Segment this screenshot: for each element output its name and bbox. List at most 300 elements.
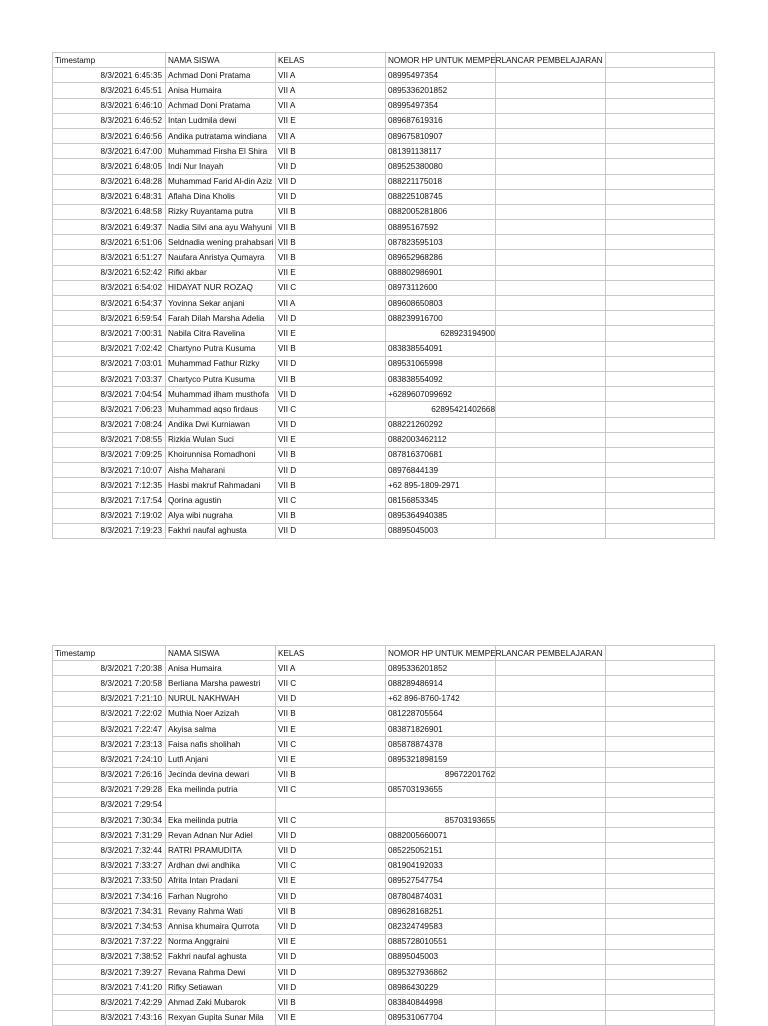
nomor-hp-cell[interactable]: 08156853345 bbox=[386, 493, 496, 508]
empty-cell[interactable] bbox=[496, 296, 606, 311]
empty-cell[interactable] bbox=[496, 250, 606, 265]
empty-cell[interactable] bbox=[606, 478, 715, 493]
empty-cell[interactable] bbox=[496, 721, 606, 736]
empty-cell[interactable] bbox=[496, 463, 606, 478]
kelas-cell[interactable]: VII D bbox=[276, 691, 386, 706]
kelas-cell[interactable]: VII D bbox=[276, 387, 386, 402]
kelas-cell[interactable]: VII E bbox=[276, 752, 386, 767]
nomor-hp-cell[interactable]: 62895421402668 bbox=[386, 402, 496, 417]
nama-siswa-cell[interactable]: Berliana Marsha pawestri bbox=[166, 676, 276, 691]
kelas-cell[interactable]: VII D bbox=[276, 311, 386, 326]
nomor-hp-cell[interactable]: 081391138117 bbox=[386, 144, 496, 159]
timestamp-cell[interactable]: 8/3/2021 7:31:29 bbox=[53, 828, 166, 843]
kelas-cell[interactable]: VII E bbox=[276, 432, 386, 447]
kelas-cell[interactable]: VII B bbox=[276, 204, 386, 219]
nama-siswa-cell[interactable]: Achmad Doni Pratama bbox=[166, 68, 276, 83]
empty-cell[interactable] bbox=[496, 326, 606, 341]
empty-cell[interactable] bbox=[606, 904, 715, 919]
empty-cell[interactable] bbox=[496, 98, 606, 113]
nomor-hp-cell[interactable]: 0895327936862 bbox=[386, 964, 496, 979]
nama-siswa-cell[interactable]: Muhammad ilham musthofa bbox=[166, 387, 276, 402]
nomor-hp-cell[interactable]: +62 895-1809-2971 bbox=[386, 478, 496, 493]
empty-cell[interactable] bbox=[496, 128, 606, 143]
nomor-hp-cell[interactable]: 08995497354 bbox=[386, 98, 496, 113]
empty-cell[interactable] bbox=[606, 311, 715, 326]
empty-cell[interactable] bbox=[606, 858, 715, 873]
empty-cell[interactable] bbox=[496, 737, 606, 752]
nama-siswa-cell[interactable]: Jecinda devina dewari bbox=[166, 767, 276, 782]
nama-siswa-cell[interactable]: Indi Nur Inayah bbox=[166, 159, 276, 174]
empty-cell[interactable] bbox=[606, 934, 715, 949]
empty-cell[interactable] bbox=[606, 98, 715, 113]
empty-cell[interactable] bbox=[606, 128, 715, 143]
kelas-cell[interactable]: VII C bbox=[276, 280, 386, 295]
empty-cell[interactable] bbox=[496, 371, 606, 386]
nomor-hp-cell[interactable]: 083838554091 bbox=[386, 341, 496, 356]
nama-siswa-cell[interactable]: Chartyno Putra Kusuma bbox=[166, 341, 276, 356]
kelas-cell[interactable]: VII D bbox=[276, 356, 386, 371]
empty-cell[interactable] bbox=[496, 280, 606, 295]
nomor-hp-cell[interactable]: 083871826901 bbox=[386, 721, 496, 736]
timestamp-cell[interactable]: 8/3/2021 6:54:37 bbox=[53, 296, 166, 311]
nama-siswa-cell[interactable]: Lutfi Anjani bbox=[166, 752, 276, 767]
empty-cell[interactable] bbox=[496, 478, 606, 493]
nomor-hp-cell[interactable]: 89672201762 bbox=[386, 767, 496, 782]
empty-cell[interactable] bbox=[606, 737, 715, 752]
kelas-cell[interactable]: VII B bbox=[276, 508, 386, 523]
empty-cell[interactable] bbox=[496, 934, 606, 949]
header-timestamp[interactable]: Timestamp bbox=[53, 53, 166, 68]
timestamp-cell[interactable]: 8/3/2021 7:20:38 bbox=[53, 661, 166, 676]
empty-cell[interactable] bbox=[606, 676, 715, 691]
timestamp-cell[interactable]: 8/3/2021 7:41:20 bbox=[53, 980, 166, 995]
nomor-hp-cell[interactable]: 083838554092 bbox=[386, 371, 496, 386]
empty-cell[interactable] bbox=[496, 83, 606, 98]
empty-cell[interactable] bbox=[606, 706, 715, 721]
timestamp-cell[interactable]: 8/3/2021 7:22:47 bbox=[53, 721, 166, 736]
timestamp-cell[interactable]: 8/3/2021 7:10:07 bbox=[53, 463, 166, 478]
kelas-cell[interactable]: VII A bbox=[276, 128, 386, 143]
header-nomor-hp[interactable]: NOMOR HP UNTUK MEMPERLANCAR PEMBELAJARAN bbox=[386, 53, 496, 68]
timestamp-cell[interactable]: 8/3/2021 7:03:37 bbox=[53, 371, 166, 386]
empty-cell[interactable] bbox=[606, 447, 715, 462]
empty-cell[interactable] bbox=[606, 964, 715, 979]
nomor-hp-cell[interactable]: 08895045003 bbox=[386, 949, 496, 964]
timestamp-cell[interactable]: 8/3/2021 7:29:54 bbox=[53, 797, 166, 812]
empty-cell[interactable] bbox=[496, 189, 606, 204]
empty-cell[interactable] bbox=[606, 387, 715, 402]
kelas-cell[interactable]: VII D bbox=[276, 159, 386, 174]
nama-siswa-cell[interactable]: NURUL NAKHWAH bbox=[166, 691, 276, 706]
timestamp-cell[interactable]: 8/3/2021 7:29:28 bbox=[53, 782, 166, 797]
timestamp-cell[interactable]: 8/3/2021 7:43:16 bbox=[53, 1010, 166, 1025]
nama-siswa-cell[interactable]: Akyisa salma bbox=[166, 721, 276, 736]
empty-cell[interactable] bbox=[606, 68, 715, 83]
kelas-cell[interactable]: VII B bbox=[276, 341, 386, 356]
kelas-cell[interactable]: VII B bbox=[276, 371, 386, 386]
nomor-hp-cell[interactable]: 088221175018 bbox=[386, 174, 496, 189]
timestamp-cell[interactable]: 8/3/2021 7:03:01 bbox=[53, 356, 166, 371]
empty-cell[interactable] bbox=[606, 159, 715, 174]
empty-cell[interactable] bbox=[496, 204, 606, 219]
empty-cell[interactable] bbox=[496, 752, 606, 767]
kelas-cell[interactable]: VII D bbox=[276, 964, 386, 979]
empty-cell[interactable] bbox=[606, 432, 715, 447]
kelas-cell[interactable]: VII C bbox=[276, 813, 386, 828]
timestamp-cell[interactable]: 8/3/2021 7:17:54 bbox=[53, 493, 166, 508]
nomor-hp-cell[interactable]: 089675810907 bbox=[386, 128, 496, 143]
timestamp-cell[interactable]: 8/3/2021 7:39:27 bbox=[53, 964, 166, 979]
empty-cell[interactable] bbox=[606, 280, 715, 295]
timestamp-cell[interactable]: 8/3/2021 7:34:31 bbox=[53, 904, 166, 919]
nomor-hp-cell[interactable]: 089525380080 bbox=[386, 159, 496, 174]
timestamp-cell[interactable]: 8/3/2021 7:02:42 bbox=[53, 341, 166, 356]
kelas-cell[interactable]: VII D bbox=[276, 463, 386, 478]
nama-siswa-cell[interactable]: Ahmad Zaki Mubarok bbox=[166, 995, 276, 1010]
empty-cell[interactable] bbox=[496, 523, 606, 538]
empty-cell[interactable] bbox=[496, 676, 606, 691]
kelas-cell[interactable]: VII B bbox=[276, 904, 386, 919]
timestamp-cell[interactable]: 8/3/2021 6:48:31 bbox=[53, 189, 166, 204]
empty-cell[interactable] bbox=[606, 356, 715, 371]
nomor-hp-cell[interactable]: 08973112600 bbox=[386, 280, 496, 295]
timestamp-cell[interactable]: 8/3/2021 6:46:10 bbox=[53, 98, 166, 113]
nama-siswa-cell[interactable]: Chartyco Putra Kusuma bbox=[166, 371, 276, 386]
empty-cell[interactable] bbox=[496, 417, 606, 432]
header-kelas[interactable]: KELAS bbox=[276, 646, 386, 661]
empty-cell[interactable] bbox=[606, 889, 715, 904]
empty-cell[interactable] bbox=[606, 235, 715, 250]
timestamp-cell[interactable]: 8/3/2021 6:51:06 bbox=[53, 235, 166, 250]
empty-cell[interactable] bbox=[606, 980, 715, 995]
nama-siswa-cell[interactable]: Muthia Noer Azizah bbox=[166, 706, 276, 721]
nama-siswa-cell[interactable]: Fakhri naufal aghusta bbox=[166, 523, 276, 538]
nomor-hp-cell[interactable]: 087804874031 bbox=[386, 889, 496, 904]
nomor-hp-cell[interactable]: 088289486914 bbox=[386, 676, 496, 691]
kelas-cell[interactable]: VII E bbox=[276, 934, 386, 949]
timestamp-cell[interactable]: 8/3/2021 6:52:42 bbox=[53, 265, 166, 280]
nama-siswa-cell[interactable] bbox=[166, 797, 276, 812]
timestamp-cell[interactable]: 8/3/2021 7:38:52 bbox=[53, 949, 166, 964]
empty-cell[interactable] bbox=[496, 113, 606, 128]
kelas-cell[interactable]: VII B bbox=[276, 447, 386, 462]
empty-cell[interactable] bbox=[606, 144, 715, 159]
empty-cell[interactable] bbox=[496, 828, 606, 843]
empty-cell[interactable] bbox=[496, 919, 606, 934]
empty-cell[interactable] bbox=[606, 721, 715, 736]
empty-cell[interactable] bbox=[606, 113, 715, 128]
empty-cell[interactable] bbox=[606, 691, 715, 706]
empty-cell[interactable] bbox=[496, 1010, 606, 1025]
nomor-hp-cell[interactable]: 08895167592 bbox=[386, 220, 496, 235]
kelas-cell[interactable]: VII E bbox=[276, 265, 386, 280]
empty-cell[interactable] bbox=[496, 356, 606, 371]
empty-cell[interactable] bbox=[496, 767, 606, 782]
nomor-hp-cell[interactable]: 08976844139 bbox=[386, 463, 496, 478]
nama-siswa-cell[interactable]: Eka meilinda putria bbox=[166, 782, 276, 797]
nama-siswa-cell[interactable]: Fakhri naufal aghusta bbox=[166, 949, 276, 964]
header-empty-cell[interactable] bbox=[606, 53, 715, 68]
nama-siswa-cell[interactable]: Aflaha Dina Kholis bbox=[166, 189, 276, 204]
empty-cell[interactable] bbox=[496, 68, 606, 83]
kelas-cell[interactable]: VII B bbox=[276, 706, 386, 721]
nama-siswa-cell[interactable]: Revany Rahma Wati bbox=[166, 904, 276, 919]
timestamp-cell[interactable]: 8/3/2021 7:32:44 bbox=[53, 843, 166, 858]
timestamp-cell[interactable]: 8/3/2021 7:12:35 bbox=[53, 478, 166, 493]
empty-cell[interactable] bbox=[606, 919, 715, 934]
empty-cell[interactable] bbox=[606, 767, 715, 782]
kelas-cell[interactable]: VII D bbox=[276, 174, 386, 189]
empty-cell[interactable] bbox=[606, 843, 715, 858]
nama-siswa-cell[interactable]: HIDAYAT NUR ROZAQ bbox=[166, 280, 276, 295]
nomor-hp-cell[interactable]: 089652968286 bbox=[386, 250, 496, 265]
nomor-hp-cell[interactable]: 088221260292 bbox=[386, 417, 496, 432]
header-timestamp[interactable]: Timestamp bbox=[53, 646, 166, 661]
kelas-cell[interactable]: VII A bbox=[276, 661, 386, 676]
empty-cell[interactable] bbox=[496, 159, 606, 174]
nomor-hp-cell[interactable]: 088225108745 bbox=[386, 189, 496, 204]
empty-cell[interactable] bbox=[606, 417, 715, 432]
timestamp-cell[interactable]: 8/3/2021 6:59:54 bbox=[53, 311, 166, 326]
nomor-hp-cell[interactable]: 0885728010551 bbox=[386, 934, 496, 949]
nama-siswa-cell[interactable]: Yovinna Sekar anjani bbox=[166, 296, 276, 311]
nama-siswa-cell[interactable]: Nabila Citra Ravelina bbox=[166, 326, 276, 341]
nama-siswa-cell[interactable]: Faisa nafis sholihah bbox=[166, 737, 276, 752]
nomor-hp-cell[interactable]: 08895045003 bbox=[386, 523, 496, 538]
timestamp-cell[interactable]: 8/3/2021 7:08:55 bbox=[53, 432, 166, 447]
kelas-cell[interactable]: VII A bbox=[276, 68, 386, 83]
kelas-cell[interactable]: VII D bbox=[276, 417, 386, 432]
kelas-cell[interactable]: VII C bbox=[276, 493, 386, 508]
timestamp-cell[interactable]: 8/3/2021 7:22:02 bbox=[53, 706, 166, 721]
empty-cell[interactable] bbox=[496, 782, 606, 797]
empty-cell[interactable] bbox=[496, 174, 606, 189]
nomor-hp-cell[interactable]: 083840844998 bbox=[386, 995, 496, 1010]
nama-siswa-cell[interactable]: Revan Adnan Nur Adiel bbox=[166, 828, 276, 843]
empty-cell[interactable] bbox=[606, 204, 715, 219]
kelas-cell[interactable] bbox=[276, 797, 386, 812]
header-nama-siswa[interactable]: NAMA SISWA bbox=[166, 53, 276, 68]
nomor-hp-cell[interactable]: 85703193655 bbox=[386, 813, 496, 828]
timestamp-cell[interactable]: 8/3/2021 6:54:02 bbox=[53, 280, 166, 295]
empty-cell[interactable] bbox=[606, 189, 715, 204]
empty-cell[interactable] bbox=[496, 797, 606, 812]
empty-cell[interactable] bbox=[606, 174, 715, 189]
kelas-cell[interactable]: VII B bbox=[276, 220, 386, 235]
timestamp-cell[interactable]: 8/3/2021 7:09:25 bbox=[53, 447, 166, 462]
nomor-hp-cell[interactable]: 085878874378 bbox=[386, 737, 496, 752]
nama-siswa-cell[interactable]: Achmad Doni Pratama bbox=[166, 98, 276, 113]
header-nama-siswa[interactable]: NAMA SISWA bbox=[166, 646, 276, 661]
timestamp-cell[interactable]: 8/3/2021 6:47:00 bbox=[53, 144, 166, 159]
empty-cell[interactable] bbox=[496, 144, 606, 159]
empty-cell[interactable] bbox=[606, 265, 715, 280]
timestamp-cell[interactable]: 8/3/2021 7:21:10 bbox=[53, 691, 166, 706]
kelas-cell[interactable]: VII A bbox=[276, 83, 386, 98]
timestamp-cell[interactable]: 8/3/2021 7:34:53 bbox=[53, 919, 166, 934]
kelas-cell[interactable]: VII B bbox=[276, 250, 386, 265]
nama-siswa-cell[interactable]: Muhammad aqso firdaus bbox=[166, 402, 276, 417]
timestamp-cell[interactable]: 8/3/2021 7:20:58 bbox=[53, 676, 166, 691]
kelas-cell[interactable]: VII C bbox=[276, 858, 386, 873]
nomor-hp-cell[interactable]: +6289607099692 bbox=[386, 387, 496, 402]
nama-siswa-cell[interactable]: Rifky Setiawan bbox=[166, 980, 276, 995]
empty-cell[interactable] bbox=[606, 752, 715, 767]
timestamp-cell[interactable]: 8/3/2021 7:33:50 bbox=[53, 873, 166, 888]
nomor-hp-cell[interactable]: 0895364940385 bbox=[386, 508, 496, 523]
empty-cell[interactable] bbox=[496, 858, 606, 873]
nomor-hp-cell[interactable]: 088239916700 bbox=[386, 311, 496, 326]
nama-siswa-cell[interactable]: Rexyan Gupita Sunar Mila bbox=[166, 1010, 276, 1025]
nama-siswa-cell[interactable]: Revana Rahma Dewi bbox=[166, 964, 276, 979]
nama-siswa-cell[interactable]: Muhammad Fathur Rizky bbox=[166, 356, 276, 371]
empty-cell[interactable] bbox=[496, 964, 606, 979]
empty-cell[interactable] bbox=[496, 265, 606, 280]
empty-cell[interactable] bbox=[606, 250, 715, 265]
nomor-hp-cell[interactable]: 089687619316 bbox=[386, 113, 496, 128]
nama-siswa-cell[interactable]: Ardhan dwi andhika bbox=[166, 858, 276, 873]
empty-cell[interactable] bbox=[606, 813, 715, 828]
nomor-hp-cell[interactable]: 0882003462112 bbox=[386, 432, 496, 447]
kelas-cell[interactable]: VII A bbox=[276, 98, 386, 113]
kelas-cell[interactable]: VII E bbox=[276, 721, 386, 736]
kelas-cell[interactable]: VII A bbox=[276, 296, 386, 311]
timestamp-cell[interactable]: 8/3/2021 6:48:28 bbox=[53, 174, 166, 189]
header-kelas[interactable]: KELAS bbox=[276, 53, 386, 68]
kelas-cell[interactable]: VII C bbox=[276, 737, 386, 752]
nama-siswa-cell[interactable]: Khoirunnisa Romadhoni bbox=[166, 447, 276, 462]
timestamp-cell[interactable]: 8/3/2021 7:19:02 bbox=[53, 508, 166, 523]
empty-cell[interactable] bbox=[496, 493, 606, 508]
timestamp-cell[interactable]: 8/3/2021 6:48:05 bbox=[53, 159, 166, 174]
nama-siswa-cell[interactable]: Andika putratama windiana bbox=[166, 128, 276, 143]
nama-siswa-cell[interactable]: RATRI PRAMUDITA bbox=[166, 843, 276, 858]
timestamp-cell[interactable]: 8/3/2021 6:45:35 bbox=[53, 68, 166, 83]
kelas-cell[interactable]: VII D bbox=[276, 843, 386, 858]
kelas-cell[interactable]: VII D bbox=[276, 949, 386, 964]
kelas-cell[interactable]: VII B bbox=[276, 995, 386, 1010]
empty-cell[interactable] bbox=[496, 843, 606, 858]
nama-siswa-cell[interactable]: Rizkia Wulan Suci bbox=[166, 432, 276, 447]
nomor-hp-cell[interactable]: 08986430229 bbox=[386, 980, 496, 995]
kelas-cell[interactable]: VII B bbox=[276, 478, 386, 493]
empty-cell[interactable] bbox=[606, 949, 715, 964]
empty-cell[interactable] bbox=[606, 508, 715, 523]
header-nomor-hp[interactable]: NOMOR HP UNTUK MEMPERLANCAR PEMBELAJARAN bbox=[386, 646, 496, 661]
nomor-hp-cell[interactable]: 0882005660071 bbox=[386, 828, 496, 843]
kelas-cell[interactable]: VII E bbox=[276, 873, 386, 888]
nomor-hp-cell[interactable]: 087823595103 bbox=[386, 235, 496, 250]
empty-cell[interactable] bbox=[496, 980, 606, 995]
empty-cell[interactable] bbox=[606, 1010, 715, 1025]
empty-cell[interactable] bbox=[606, 995, 715, 1010]
nama-siswa-cell[interactable]: Intan Ludmila dewi bbox=[166, 113, 276, 128]
timestamp-cell[interactable]: 8/3/2021 7:30:34 bbox=[53, 813, 166, 828]
kelas-cell[interactable]: VII D bbox=[276, 919, 386, 934]
timestamp-cell[interactable]: 8/3/2021 7:26:16 bbox=[53, 767, 166, 782]
nomor-hp-cell[interactable]: 0882005281806 bbox=[386, 204, 496, 219]
kelas-cell[interactable]: VII D bbox=[276, 980, 386, 995]
empty-cell[interactable] bbox=[606, 523, 715, 538]
empty-cell[interactable] bbox=[496, 508, 606, 523]
empty-cell[interactable] bbox=[496, 387, 606, 402]
nama-siswa-cell[interactable]: Anisa Humaira bbox=[166, 83, 276, 98]
nama-siswa-cell[interactable]: Alya wibi nugraha bbox=[166, 508, 276, 523]
nama-siswa-cell[interactable]: Farah Dilah Marsha Adelia bbox=[166, 311, 276, 326]
timestamp-cell[interactable]: 8/3/2021 7:19:23 bbox=[53, 523, 166, 538]
nomor-hp-cell[interactable]: 087816370681 bbox=[386, 447, 496, 462]
empty-cell[interactable] bbox=[496, 995, 606, 1010]
kelas-cell[interactable]: VII D bbox=[276, 523, 386, 538]
nama-siswa-cell[interactable]: Farhan Nugroho bbox=[166, 889, 276, 904]
timestamp-cell[interactable]: 8/3/2021 6:49:37 bbox=[53, 220, 166, 235]
nama-siswa-cell[interactable]: Muhammad Firsha El Shira bbox=[166, 144, 276, 159]
timestamp-cell[interactable]: 8/3/2021 7:04:54 bbox=[53, 387, 166, 402]
nomor-hp-cell[interactable]: 0895336201852 bbox=[386, 661, 496, 676]
nomor-hp-cell[interactable]: 08995497354 bbox=[386, 68, 496, 83]
nama-siswa-cell[interactable]: Afrita Intan Pradani bbox=[166, 873, 276, 888]
empty-cell[interactable] bbox=[606, 463, 715, 478]
nomor-hp-cell[interactable]: 089628168251 bbox=[386, 904, 496, 919]
timestamp-cell[interactable]: 8/3/2021 7:00:31 bbox=[53, 326, 166, 341]
nama-siswa-cell[interactable]: Nadia Silvi ana ayu Wahyuni bbox=[166, 220, 276, 235]
nomor-hp-cell[interactable]: 628923194900 bbox=[386, 326, 496, 341]
nama-siswa-cell[interactable]: Rizky Ruyantama putra bbox=[166, 204, 276, 219]
empty-cell[interactable] bbox=[606, 326, 715, 341]
empty-cell[interactable] bbox=[606, 873, 715, 888]
nama-siswa-cell[interactable]: Andika Dwi Kurniawan bbox=[166, 417, 276, 432]
kelas-cell[interactable]: VII E bbox=[276, 326, 386, 341]
nomor-hp-cell[interactable]: +62 896-8760-1742 bbox=[386, 691, 496, 706]
timestamp-cell[interactable]: 8/3/2021 7:34:16 bbox=[53, 889, 166, 904]
nama-siswa-cell[interactable]: Qorina agustin bbox=[166, 493, 276, 508]
nomor-hp-cell[interactable]: 0895321898159 bbox=[386, 752, 496, 767]
empty-cell[interactable] bbox=[496, 873, 606, 888]
empty-cell[interactable] bbox=[606, 782, 715, 797]
empty-cell[interactable] bbox=[496, 220, 606, 235]
kelas-cell[interactable]: VII B bbox=[276, 767, 386, 782]
nomor-hp-cell[interactable]: 085225052151 bbox=[386, 843, 496, 858]
nomor-hp-cell[interactable]: 082324749583 bbox=[386, 919, 496, 934]
nama-siswa-cell[interactable]: Hasbi makruf Rahmadani bbox=[166, 478, 276, 493]
empty-cell[interactable] bbox=[496, 949, 606, 964]
nomor-hp-cell[interactable]: 081228705564 bbox=[386, 706, 496, 721]
kelas-cell[interactable]: VII E bbox=[276, 1010, 386, 1025]
timestamp-cell[interactable]: 8/3/2021 7:23:13 bbox=[53, 737, 166, 752]
timestamp-cell[interactable]: 8/3/2021 7:24:10 bbox=[53, 752, 166, 767]
empty-cell[interactable] bbox=[496, 889, 606, 904]
empty-cell[interactable] bbox=[606, 296, 715, 311]
header-empty-cell[interactable] bbox=[606, 646, 715, 661]
empty-cell[interactable] bbox=[606, 371, 715, 386]
timestamp-cell[interactable]: 8/3/2021 7:33:27 bbox=[53, 858, 166, 873]
nama-siswa-cell[interactable]: Anisa Humaira bbox=[166, 661, 276, 676]
nama-siswa-cell[interactable]: Muhammad Farid Al-din Aziz bbox=[166, 174, 276, 189]
nomor-hp-cell[interactable]: 089531065998 bbox=[386, 356, 496, 371]
timestamp-cell[interactable]: 8/3/2021 6:46:52 bbox=[53, 113, 166, 128]
empty-cell[interactable] bbox=[606, 341, 715, 356]
kelas-cell[interactable]: VII D bbox=[276, 189, 386, 204]
nama-siswa-cell[interactable]: Norma Anggraini bbox=[166, 934, 276, 949]
kelas-cell[interactable]: VII D bbox=[276, 889, 386, 904]
timestamp-cell[interactable]: 8/3/2021 7:42:29 bbox=[53, 995, 166, 1010]
nomor-hp-cell[interactable]: 088802986901 bbox=[386, 265, 496, 280]
nomor-hp-cell[interactable]: 085703193655 bbox=[386, 782, 496, 797]
timestamp-cell[interactable]: 8/3/2021 6:45:51 bbox=[53, 83, 166, 98]
nama-siswa-cell[interactable]: Rifki akbar bbox=[166, 265, 276, 280]
empty-cell[interactable] bbox=[606, 493, 715, 508]
empty-cell[interactable] bbox=[496, 341, 606, 356]
